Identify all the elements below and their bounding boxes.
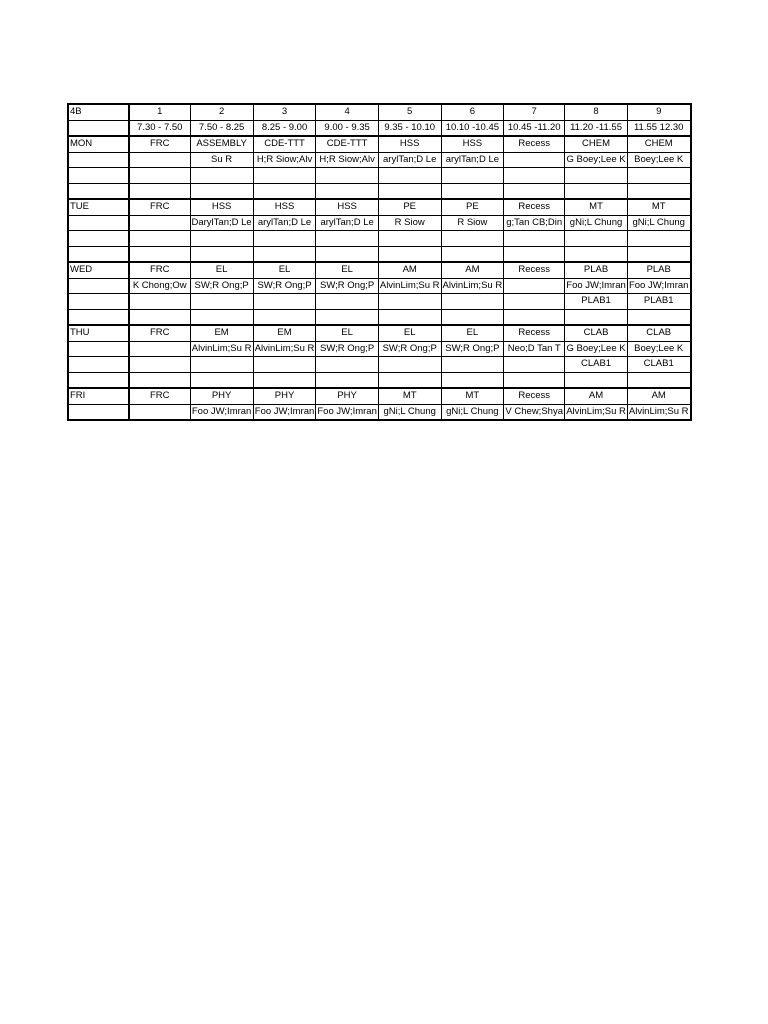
timetable-cell: AlvinLim;Su R — [378, 278, 441, 294]
timetable-cell: MT — [441, 388, 504, 404]
timetable-cell — [504, 183, 565, 199]
timetable-cell — [190, 168, 253, 184]
timetable-cell — [378, 294, 441, 310]
timetable-cell — [316, 231, 378, 247]
timetable-cell — [253, 357, 316, 373]
timetable-cell — [129, 309, 190, 325]
timetable-cell: 9.00 - 9.35 — [316, 120, 378, 136]
row-label-cell — [68, 183, 129, 199]
timetable-row — [68, 231, 691, 247]
timetable-cell: SW;R Ong;P — [378, 341, 441, 357]
timetable-cell: FRC — [129, 262, 190, 278]
timetable-cell: Foo JW;Imran — [565, 278, 628, 294]
timetable-cell — [129, 152, 190, 168]
timetable-cell: gNi;L Chung — [565, 215, 628, 231]
timetable-cell: H;R Siow;Alv — [253, 152, 316, 168]
timetable-row — [68, 168, 691, 184]
timetable-row — [68, 199, 691, 215]
timetable-cell: Boey;Lee K — [627, 341, 690, 357]
timetable-cell — [253, 246, 316, 262]
timetable-cell: AM — [441, 262, 504, 278]
timetable-cell — [190, 357, 253, 373]
timetable-cell: AlvinLim;Su R — [565, 404, 628, 420]
timetable-cell: CHEM — [565, 136, 628, 152]
timetable-cell: R Siow — [441, 215, 504, 231]
timetable-cell — [316, 309, 378, 325]
timetable-row — [68, 215, 691, 231]
timetable-cell: 8.25 - 9.00 — [253, 120, 316, 136]
timetable-cell: EL — [378, 325, 441, 341]
timetable-cell: 8 — [565, 104, 628, 120]
timetable — [67, 103, 692, 421]
timetable-cell: arylTan;D Le — [316, 215, 378, 231]
timetable-cell: AlvinLim;Su R — [441, 278, 504, 294]
timetable-cell — [316, 246, 378, 262]
timetable-row — [68, 372, 691, 388]
timetable-cell — [316, 357, 378, 373]
timetable-cell: arylTan;D Le — [441, 152, 504, 168]
timetable-cell — [504, 168, 565, 184]
timetable-cell — [441, 357, 504, 373]
timetable-cell — [378, 183, 441, 199]
timetable-cell: MT — [627, 199, 690, 215]
timetable-cell — [504, 357, 565, 373]
row-label-cell — [68, 231, 129, 247]
timetable-cell — [565, 372, 628, 388]
timetable-cell — [441, 246, 504, 262]
timetable-cell: 10.45 -11.20 — [504, 120, 565, 136]
timetable-cell: 6 — [441, 104, 504, 120]
timetable-cell: gNi;L Chung — [378, 404, 441, 420]
timetable-cell — [129, 357, 190, 373]
row-label-cell — [68, 357, 129, 373]
timetable-row — [68, 136, 691, 152]
timetable-cell: arylTan;D Le — [253, 215, 316, 231]
timetable-cell: CLAB1 — [565, 357, 628, 373]
timetable-cell — [129, 341, 190, 357]
timetable-cell: EL — [316, 325, 378, 341]
timetable-cell — [253, 231, 316, 247]
row-label-cell: THU — [68, 325, 129, 341]
timetable-cell: EL — [441, 325, 504, 341]
timetable-row — [68, 120, 691, 136]
timetable-cell: G Boey;Lee K — [565, 152, 628, 168]
row-label-cell: FRI — [68, 388, 129, 404]
timetable-cell — [190, 246, 253, 262]
timetable-cell — [441, 309, 504, 325]
timetable-cell — [316, 294, 378, 310]
timetable-cell: gNi;L Chung — [441, 404, 504, 420]
timetable-cell: CLAB — [565, 325, 628, 341]
timetable-cell: Foo JW;Imran — [253, 404, 316, 420]
timetable-cell: Neo;D Tan T — [504, 341, 565, 357]
timetable-cell — [253, 168, 316, 184]
timetable-cell: SW;R Ong;P — [253, 278, 316, 294]
timetable-cell: MT — [565, 199, 628, 215]
timetable-cell — [190, 309, 253, 325]
timetable-cell: PHY — [316, 388, 378, 404]
timetable-cell — [129, 231, 190, 247]
timetable-cell: HSS — [441, 136, 504, 152]
timetable-cell: SW;R Ong;P — [441, 341, 504, 357]
timetable-cell: AlvinLim;Su R — [627, 404, 690, 420]
timetable-row — [68, 341, 691, 357]
timetable-cell: 5 — [378, 104, 441, 120]
timetable-cell: 9 — [627, 104, 690, 120]
timetable-cell: 11.20 -11.55 — [565, 120, 628, 136]
timetable-cell — [627, 246, 690, 262]
timetable-cell — [316, 168, 378, 184]
row-label-cell — [68, 309, 129, 325]
timetable-cell — [565, 231, 628, 247]
timetable-cell — [378, 372, 441, 388]
row-label-cell: 4B — [68, 104, 129, 120]
timetable-cell: H;R Siow;Alv — [316, 152, 378, 168]
row-label-cell — [68, 404, 129, 420]
timetable-cell: g;Tan CB;Din — [504, 215, 565, 231]
timetable-cell: 9.35 - 10.10 — [378, 120, 441, 136]
timetable-cell — [378, 246, 441, 262]
timetable-cell: V Chew;Shya — [504, 404, 565, 420]
timetable-cell — [565, 246, 628, 262]
timetable-cell: AM — [565, 388, 628, 404]
timetable-cell: AlvinLim;Su R — [190, 341, 253, 357]
timetable-cell — [565, 168, 628, 184]
timetable-cell — [190, 183, 253, 199]
timetable-cell — [504, 278, 565, 294]
timetable-cell: gNi;L Chung — [627, 215, 690, 231]
timetable-cell: Recess — [504, 136, 565, 152]
row-label-cell: WED — [68, 262, 129, 278]
timetable-cell — [504, 309, 565, 325]
timetable-cell — [504, 246, 565, 262]
timetable-row — [68, 246, 691, 262]
timetable-cell — [378, 357, 441, 373]
timetable-cell: arylTan;D Le — [378, 152, 441, 168]
timetable-cell — [190, 231, 253, 247]
timetable-cell: PHY — [253, 388, 316, 404]
timetable-cell: HSS — [316, 199, 378, 215]
timetable-cell: Foo JW;Imran — [627, 278, 690, 294]
timetable-cell: SW;R Ong;P — [190, 278, 253, 294]
timetable-cell: Foo JW;Imran — [190, 404, 253, 420]
timetable-cell — [129, 404, 190, 420]
timetable-cell: 7.30 - 7.50 — [129, 120, 190, 136]
timetable-cell: Recess — [504, 262, 565, 278]
timetable-cell — [253, 309, 316, 325]
timetable-cell: SW;R Ong;P — [316, 341, 378, 357]
timetable-cell: Recess — [504, 388, 565, 404]
timetable-cell: FRC — [129, 325, 190, 341]
timetable-cell: FRC — [129, 388, 190, 404]
timetable-cell — [627, 231, 690, 247]
timetable-cell: EL — [190, 262, 253, 278]
timetable-cell: PLAB — [627, 262, 690, 278]
timetable-cell: 7 — [504, 104, 565, 120]
timetable-cell: 2 — [190, 104, 253, 120]
timetable-cell: Recess — [504, 325, 565, 341]
row-label-cell — [68, 372, 129, 388]
row-label-cell — [68, 294, 129, 310]
timetable-cell — [129, 183, 190, 199]
timetable-cell: AM — [378, 262, 441, 278]
timetable-row — [68, 104, 691, 120]
timetable-cell — [627, 372, 690, 388]
timetable-cell — [190, 372, 253, 388]
timetable-cell — [504, 152, 565, 168]
timetable-cell: CLAB — [627, 325, 690, 341]
timetable-cell — [129, 246, 190, 262]
timetable-cell: R Siow — [378, 215, 441, 231]
timetable-cell — [441, 183, 504, 199]
row-label-cell: TUE — [68, 199, 129, 215]
row-label-cell — [68, 152, 129, 168]
timetable-cell: 10.10 -10.45 — [441, 120, 504, 136]
timetable-cell: ASSEMBLY — [190, 136, 253, 152]
timetable-cell: SW;R Ong;P — [316, 278, 378, 294]
timetable-cell: PE — [378, 199, 441, 215]
timetable-cell: FRC — [129, 199, 190, 215]
timetable-cell: CDE-TTT — [253, 136, 316, 152]
timetable-cell: AM — [627, 388, 690, 404]
timetable-cell — [129, 168, 190, 184]
timetable-cell — [627, 183, 690, 199]
timetable-row — [68, 309, 691, 325]
timetable-cell: Recess — [504, 199, 565, 215]
timetable-cell — [565, 183, 628, 199]
timetable-cell: AlvinLim;Su R — [253, 341, 316, 357]
timetable-cell: 7.50 - 8.25 — [190, 120, 253, 136]
timetable-cell: EL — [253, 262, 316, 278]
timetable-cell: 4 — [316, 104, 378, 120]
timetable-row — [68, 183, 691, 199]
timetable-row — [68, 388, 691, 404]
timetable-cell: K Chong;Ow — [129, 278, 190, 294]
timetable-row — [68, 357, 691, 373]
timetable-cell — [627, 309, 690, 325]
timetable-cell: HSS — [190, 199, 253, 215]
timetable-row — [68, 262, 691, 278]
timetable-cell — [565, 309, 628, 325]
timetable-cell: FRC — [129, 136, 190, 152]
timetable-cell: EM — [190, 325, 253, 341]
timetable-cell — [253, 294, 316, 310]
timetable-cell: PLAB1 — [565, 294, 628, 310]
timetable-row — [68, 325, 691, 341]
timetable-cell: Su R — [190, 152, 253, 168]
timetable-cell: G Boey;Lee K — [565, 341, 628, 357]
timetable-cell: 3 — [253, 104, 316, 120]
row-label-cell — [68, 215, 129, 231]
timetable-cell — [190, 294, 253, 310]
timetable-cell: CHEM — [627, 136, 690, 152]
timetable-cell — [129, 294, 190, 310]
row-label-cell — [68, 168, 129, 184]
timetable-cell: 1 — [129, 104, 190, 120]
timetable-cell: CLAB1 — [627, 357, 690, 373]
timetable-row — [68, 404, 691, 420]
timetable-cell: PLAB — [565, 262, 628, 278]
timetable-cell — [627, 168, 690, 184]
timetable-cell: PE — [441, 199, 504, 215]
timetable-cell — [253, 372, 316, 388]
row-label-cell — [68, 246, 129, 262]
timetable-cell — [378, 168, 441, 184]
timetable-cell — [378, 309, 441, 325]
row-label-cell — [68, 341, 129, 357]
timetable-cell — [504, 294, 565, 310]
row-label-cell: MON — [68, 136, 129, 152]
timetable-cell: Foo JW;Imran — [316, 404, 378, 420]
timetable-cell — [129, 215, 190, 231]
timetable-row — [68, 152, 691, 168]
timetable-cell — [378, 231, 441, 247]
timetable-cell: HSS — [378, 136, 441, 152]
timetable-cell — [441, 372, 504, 388]
timetable-cell: EM — [253, 325, 316, 341]
timetable-cell: PLAB1 — [627, 294, 690, 310]
timetable-cell: EL — [316, 262, 378, 278]
timetable-cell: HSS — [253, 199, 316, 215]
timetable-cell — [316, 183, 378, 199]
timetable-cell — [253, 183, 316, 199]
row-label-cell — [68, 120, 129, 136]
timetable-cell: CDE-TTT — [316, 136, 378, 152]
timetable-cell — [504, 372, 565, 388]
timetable-cell — [441, 294, 504, 310]
timetable-row — [68, 278, 691, 294]
timetable-cell — [504, 231, 565, 247]
timetable-cell: 11.55 12.30 — [627, 120, 690, 136]
timetable-cell — [441, 231, 504, 247]
row-label-cell — [68, 278, 129, 294]
timetable-cell: Boey;Lee K — [627, 152, 690, 168]
timetable-cell — [129, 372, 190, 388]
timetable-cell: MT — [378, 388, 441, 404]
timetable-row — [68, 294, 691, 310]
timetable-cell: PHY — [190, 388, 253, 404]
timetable-cell: DarylTan;D Le — [190, 215, 253, 231]
timetable-cell — [316, 372, 378, 388]
timetable-cell — [441, 168, 504, 184]
